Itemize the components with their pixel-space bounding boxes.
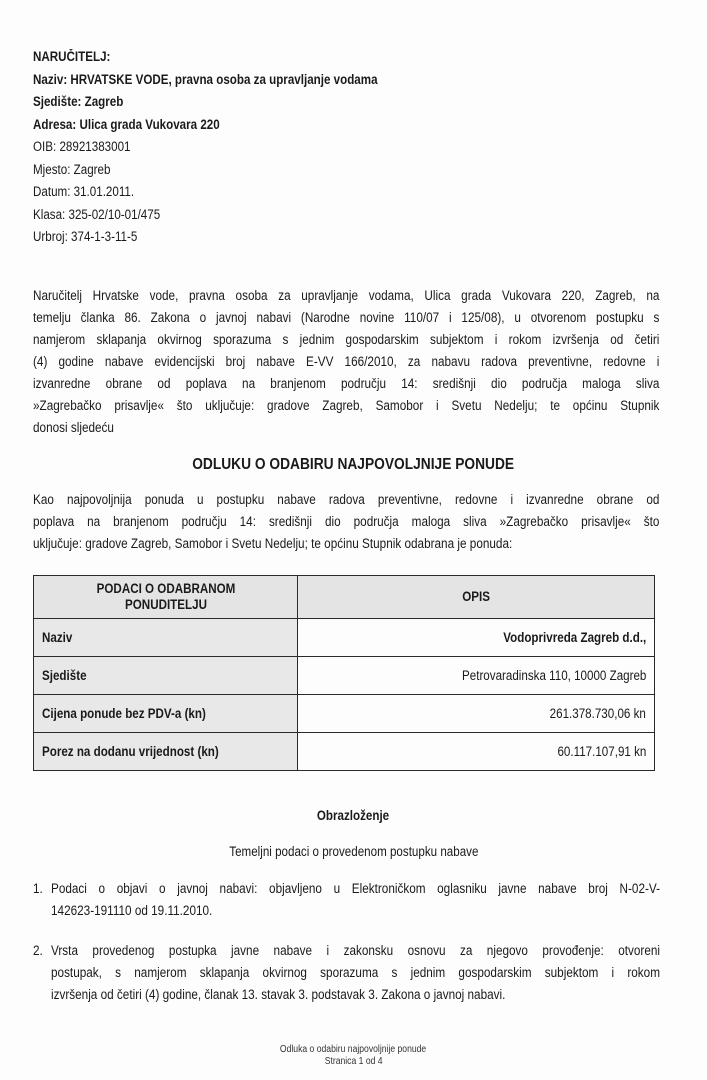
table-row: [34, 657, 655, 695]
document-date: Datum: 31.01.2011.: [33, 184, 135, 199]
row-value: 261.378.730,06 kn: [298, 695, 655, 733]
decision-title: ODLUKU O ODABIRU NAJPOVOLJNIJE PONUDE: [192, 456, 515, 473]
row-label: Porez na dodanu vrijednost (kn): [34, 733, 298, 771]
explanation-title: Obrazloženje: [317, 808, 390, 823]
authority-heading: NARUČITELJ:: [33, 49, 111, 64]
row-label: Cijena ponude bez PDV-a (kn): [34, 695, 298, 733]
explanation-subtitle: Temeljni podaci o provedenom postupku nabave: [228, 844, 479, 859]
authority-name: Naziv: HRVATSKE VODE, pravna osoba za upravljanje vodama: [33, 71, 378, 87]
footer-document-name: Odluka o odabiru najpovoljnije ponude: [280, 1044, 427, 1055]
selected-bidder-table: [33, 575, 655, 771]
authority-oib: OIB: 28921383001: [33, 139, 131, 154]
list-item-line: izvršenja od četiri (4) godine, članak 13. stavak 3. podstavak 3. Zakona o javnoj nabavi.: [51, 987, 506, 1002]
contracting-authority-block: [33, 46, 434, 249]
list-item-number: 1.: [33, 881, 43, 896]
table-header-row: [34, 576, 655, 619]
row-value: Petrovaradinska 110, 10000 Zagreb: [298, 657, 655, 695]
paragraph-line: izvanredne obrane od poplava na branjenom području 14: središnji dio područja maloga sliva: [33, 376, 660, 391]
paragraph-line: Kao najpovoljnija ponuda u postupku nabave radova preventivne, redovne i izvanredne obrane od: [33, 492, 660, 507]
authority-place: Mjesto: Zagreb: [33, 161, 111, 177]
list-item-line: Podaci o objavi o javnoj nabavi: objavljeno u Elektroničkom oglasniku javne nabave broj N-02-V-: [51, 881, 660, 896]
intro-paragraph: [33, 285, 659, 439]
list-item-line: Vrsta provedenog postupka javne nabave i zakonsku osnovu za njegovo provođenje: otvoreni: [51, 943, 660, 958]
paragraph-line: donosi sljedeću: [33, 420, 114, 435]
paragraph-line: uključuje: gradove Zagreb, Samobor i Svetu Nedelju; te općinu Stupnik odabrana je ponuda:: [33, 536, 513, 551]
table-row: [34, 733, 655, 771]
list-item-line: 142623-191110 od 19.11.2010.: [51, 903, 213, 918]
list-item-number: 2.: [33, 943, 43, 958]
decision-paragraph: [33, 489, 659, 555]
authority-address: Adresa: Ulica grada Vukovara 220: [33, 116, 220, 132]
paragraph-line: namjerom sklapanja okvirnog sporazuma s jednim gospodarskim subjektom i rokom izvršenja od četiri: [33, 332, 660, 347]
page-footer: [0, 1044, 707, 1068]
table-row: [34, 619, 655, 657]
row-label: Naziv: [34, 619, 298, 657]
column-header-description: OPIS: [298, 576, 655, 619]
column-header-bidder-data: PODACI O ODABRANOM PONUDITELJU: [34, 576, 298, 619]
row-value: 60.117.107,91 kn: [298, 733, 655, 771]
paragraph-line: temelju članka 86. Zakona o javnoj nabavi (Narodne novine 110/07 i 125/08), u otvorenom postupku s: [33, 310, 660, 325]
document-reg-number: Urbroj: 374-1-3-11-5: [33, 229, 138, 244]
paragraph-line: (4) godine nabave evidencijski broj nabave E-VV 166/2010, za nabavu radova preventivne, redovne i: [33, 354, 660, 369]
row-label: Sjedište: [34, 657, 298, 695]
paragraph-line: Naručitelj Hrvatske vode, pravna osoba za upravljanje vodama, Ulica grada Vukovara 220, Zagreb, na: [33, 288, 660, 303]
table-row: [34, 695, 655, 733]
paragraph-line: »Zagrebačko prisavlje« što uključuje: gradove Zagreb, Samobor i Svetu Nedelju; te općinu Stupnik: [33, 398, 660, 413]
footer-page-number: Stranica 1 od 4: [324, 1056, 383, 1067]
authority-seat: Sjedište: Zagreb: [33, 94, 124, 109]
paragraph-line: poplava na branjenom području 14: središnji dio područja maloga sliva »Zagrebačko prisavlje« što: [33, 514, 660, 529]
row-value: Vodoprivreda Zagreb d.d.,: [298, 619, 655, 657]
document-class: Klasa: 325-02/10-01/475: [33, 206, 161, 222]
list-item-line: postupak, s namjerom sklapanja okvirnog sporazuma s jednim gospodarskim subjektom i rokom: [51, 965, 660, 980]
